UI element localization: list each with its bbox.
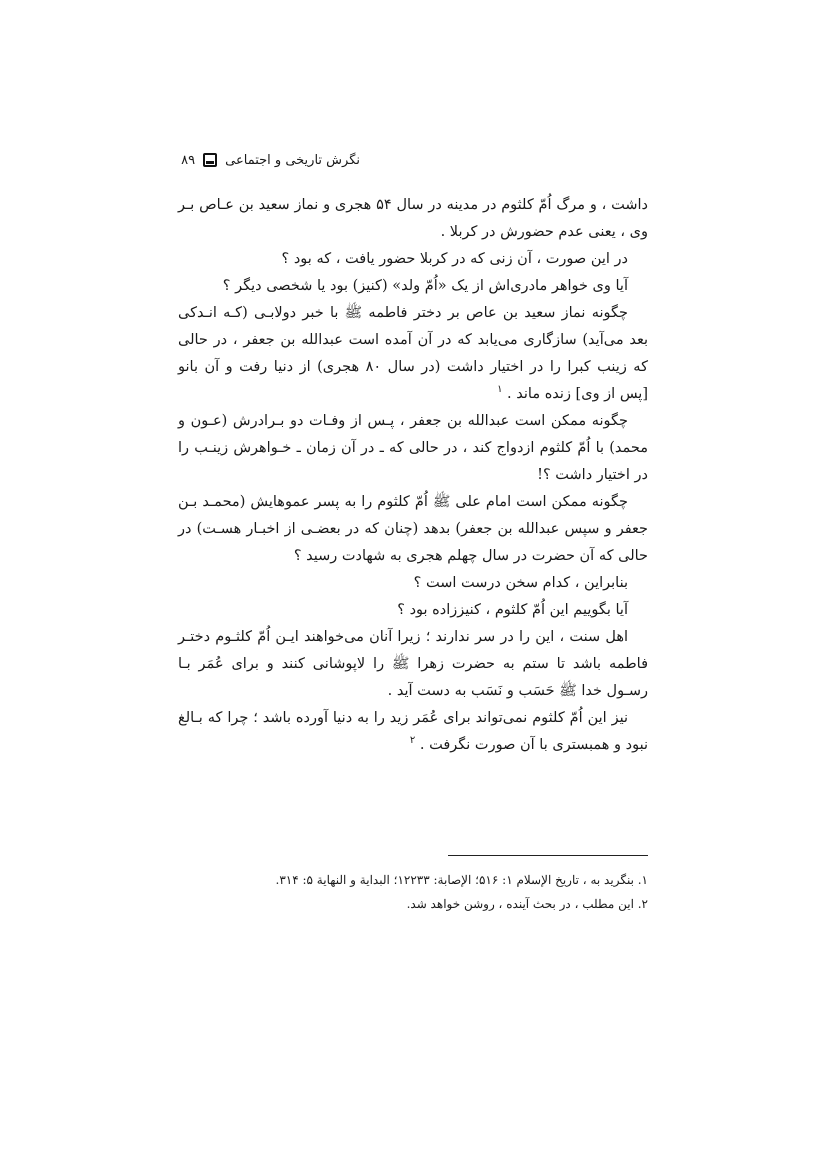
running-title: نگرش تاریخی و اجتماعی [225, 152, 360, 168]
paragraph: در این صورت ، آن زنی که در کربلا حضور یافت ، که بود ؟ [281, 251, 628, 267]
footnote: ۱. بنگرید به ، تاریخ الإسلام ۱: ۵۱۶؛ الإصابة: ۱۲۲۳۳؛ البداية و النهاية ۵: ۳۱۴. [275, 873, 648, 887]
paragraph: چگونه نماز سعید بن عاص بر دختر فاطمه ﷺ با خبر دولابـی (کـه انـدکی بعد می‌آید) سازگاری می‌یابد که در آن آمده است عبدالله بن جعفر ، در حالی که زینب کبرا را در اختیار داشت (در سال ۸۰ هجری) از دنیا رفت و آن بانو [پس از وی] زنده ماند . $^۱$ [178, 305, 648, 402]
paragraph: اهل سنت ، این را در سر ندارند ؛ زیرا آنان می‌خواهند ایـن اُمّ کلثـوم دختـر فاطمه باشد تا ستم به حضرت زهرا ﷺ را لاپوشانی کنند و برای عُمَر بـا رسـول خدا ﷺ حَسَب و نَسَب به دست آید . [178, 629, 648, 699]
footnote-marker: ۱ [497, 384, 503, 396]
footnote-divider [448, 855, 648, 856]
paragraph: آیا وی خواهر مادری‌اش از یک «اُمّ ولد» (کنیز) بود یا شخصی دیگر ؟ [222, 278, 628, 294]
paragraph: آیا بگوییم این اُمّ کلثوم ، کنیززاده بود ؟ [397, 602, 628, 618]
footnote-marker: ۲ [409, 735, 416, 747]
book-icon [203, 153, 217, 167]
paragraph: چگونه ممکن است عبدالله بن جعفر ، پـس از وفـات دو بـرادرش (عـون و محمد) با اُمّ کلثوم ازدواج کند ، در حالی که ـ در آن زمان ـ خـواهرش زینـب را در اختیار داشت ؟! [178, 413, 648, 483]
body-text [178, 192, 648, 759]
running-header [160, 148, 360, 172]
footnotes [178, 868, 648, 916]
paragraph: بنابراین ، کدام سخن درست است ؟ [413, 575, 628, 591]
paragraph: داشت ، و مرگ اُمّ کلثوم در مدینه در سال ۵۴ هجری و نماز سعید بن عـاص بـر وی ، یعنی عدم حضورش در کربلا . [178, 197, 648, 240]
page-number: ۸۹ [181, 152, 196, 168]
paragraph: نیز این اُمّ کلثوم نمی‌تواند برای عُمَر زید را به دنیا آورده باشد ؛ چرا که بـالغ نبود و همبستری با آن صورت نگرفت . $^۲$ [178, 710, 648, 753]
footnote: ۲. این مطلب ، در بحث آینده ، روشن خواهد شد. [406, 897, 648, 911]
paragraph: چگونه ممکن است امام علی ﷺ اُمّ کلثوم را به پسر عموهایش (محمـد بـن جعفر و سپس عبدالله بن جعفر) بدهد (چنان که در بعضـی از اخبـار هسـت) در حالی که آن حضرت در سال چهلم هجری به شهادت رسید ؟ [178, 494, 648, 564]
